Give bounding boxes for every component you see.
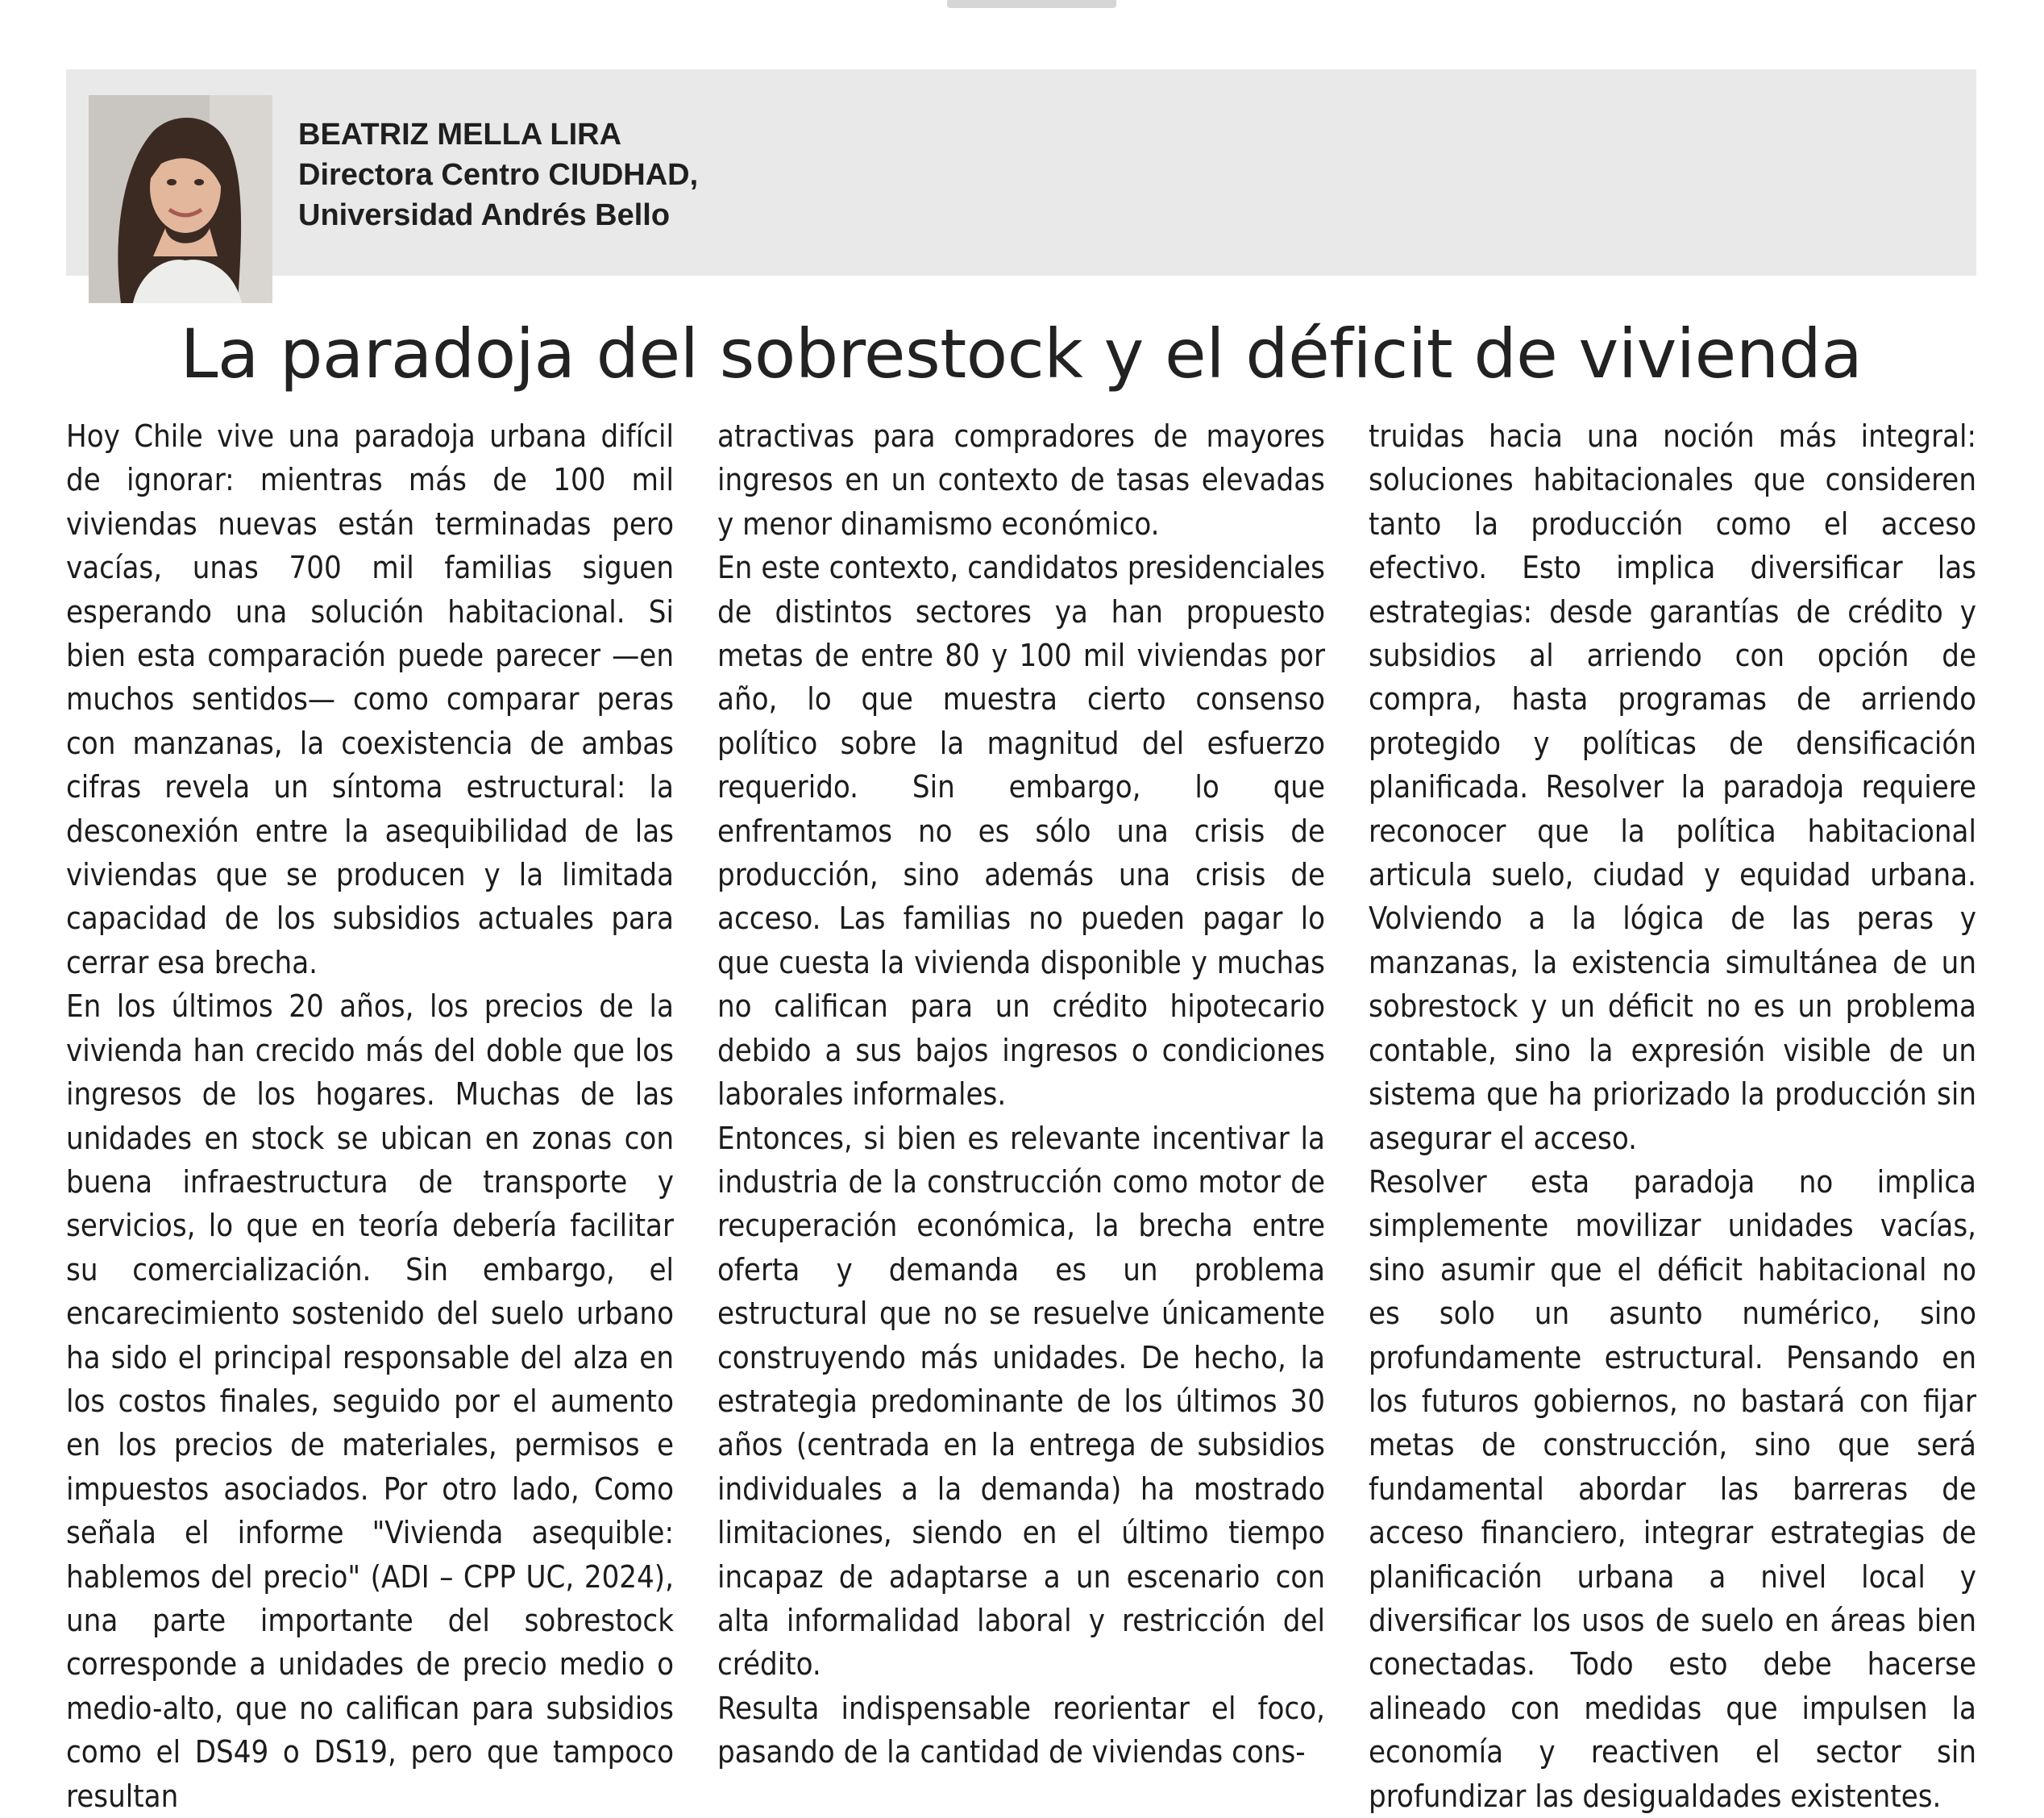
article-body — [66, 414, 1976, 1818]
article-headline: La paradoja del sobrestock y el déficit de vivienda — [180, 314, 1863, 393]
column-1 — [66, 414, 674, 1818]
paragraph: Hoy Chile vive una paradoja urbana difícil de ignorar: mientras más de 100 mil viviendas nuevas están terminadas pero vacías, unas 700 mil familias siguen esperando una solución habitacional. Si bien esta comparación puede parecer —en muchos sentidos— como comparar peras con manzanas, la coexistencia de ambas cifras revela un síntoma estructural: la desconexión entre la asequibilidad de las viviendas que se producen y la limitada capacidad de los subsidios actuales para cerrar esa brecha. — [66, 418, 674, 980]
paragraph: Resulta indispensable reorientar el foco, pasando de la cantidad de viviendas cons- — [717, 1690, 1325, 1770]
author-photo — [89, 95, 272, 303]
column-3 — [1369, 414, 1976, 1818]
paragraph: truidas hacia una noción más integral: soluciones habitacionales que consideren tanto la producción como el acceso efectivo. Esto implica diversificar las estrategias: desde garantías de crédito y subsidios al arriendo con opción de compra, hasta programas de arriendo protegido y políticas de densificación planificada. Resolver la paradoja requiere reconocer que la política habitacional articula suelo, ciudad y equidad urbana. Volviendo a la lógica de las peras y manzanas, la existencia simultánea de un sobrestock y un déficit no es un problema contable, sino la expresión visible de un sistema que ha priorizado la producción sin asegurar el acceso. — [1369, 418, 1976, 1156]
paragraph: En este contexto, candidatos presidenciales de distintos sectores ya han propuesto metas de entre 80 y 100 mil viviendas por año, lo que muestra cierto consenso político sobre la magnitud del esfuerzo requerido. Sin embargo, lo que enfrentamos no es sólo una crisis de producción, sino además una crisis de acceso. Las familias no pueden pagar lo que cuesta la vivienda disponible y muchas no califican para un crédito hipotecario debido a sus bajos ingresos o condiciones laborales informales. — [717, 550, 1325, 1113]
author-role: Directora Centro CIUDHAD, — [298, 158, 699, 192]
author-portrait-image — [89, 95, 272, 303]
paragraph: Resolver esta paradoja no implica simplemente movilizar unidades vacías, sino asumir que el déficit habitacional no es solo un asunto numérico, sino profundamente estructural. Pensando en los futuros gobiernos, no bastará con fijar metas de construcción, sino que será fundamental abordar las barreras de acceso financiero, integrar estrategias de planificación urbana a nivel local y diversificar los usos de suelo en áreas bien conectadas. Todo esto debe hacerse alineado con medidas que impulsen la economía y reactiven el sector sin profundizar las desigualdades existentes. — [1369, 1163, 1976, 1814]
column-2 — [717, 414, 1325, 1818]
paragraph: atractivas para compradores de mayores ingresos en un contexto de tasas elevadas y menor dinamismo económico. — [717, 418, 1325, 542]
paragraph: Entonces, si bien es relevante incentivar la industria de la construcción como motor de recuperación económica, la brecha entre oferta y demanda es un problema estructural que no se resuelve únicamente construyendo más unidades. De hecho, la estrategia predominante de los últimos 30 años (centrada en la entrega de subsidios individuales a la demanda) ha mostrado limitaciones, siendo en el último tiempo incapaz de adaptarse a un escenario con alta informalidad laboral y restricción del crédito. — [717, 1120, 1325, 1683]
author-institution: Universidad Andrés Bello — [298, 198, 671, 232]
author-name: BEATRIZ MELLA LIRA — [298, 118, 622, 152]
author-byline — [298, 114, 698, 235]
page-top-mark — [947, 0, 1116, 8]
paragraph: En los últimos 20 años, los precios de la vivienda han crecido más del doble que los ingresos de los hogares. Muchas de las unidades en stock se ubican en zonas con buena infraestructura de transporte y servicios, lo que en teoría debería facilitar su comercialización. Sin embargo, el encarecimiento sostenido del suelo urbano ha sido el principal responsable del alza en los costos finales, seguido por el aumento en los precios de materiales, permisos e impuestos asociados. Por otro lado, Como señala el informe "Vivienda asequible: hablemos del precio" (ADI – CPP UC, 2024), una parte importante del sobrestock corresponde a unidades de precio medio o medio-alto, que no califican para subsidios como el DS49 o DS19, pero que tampoco resultan — [66, 988, 674, 1814]
